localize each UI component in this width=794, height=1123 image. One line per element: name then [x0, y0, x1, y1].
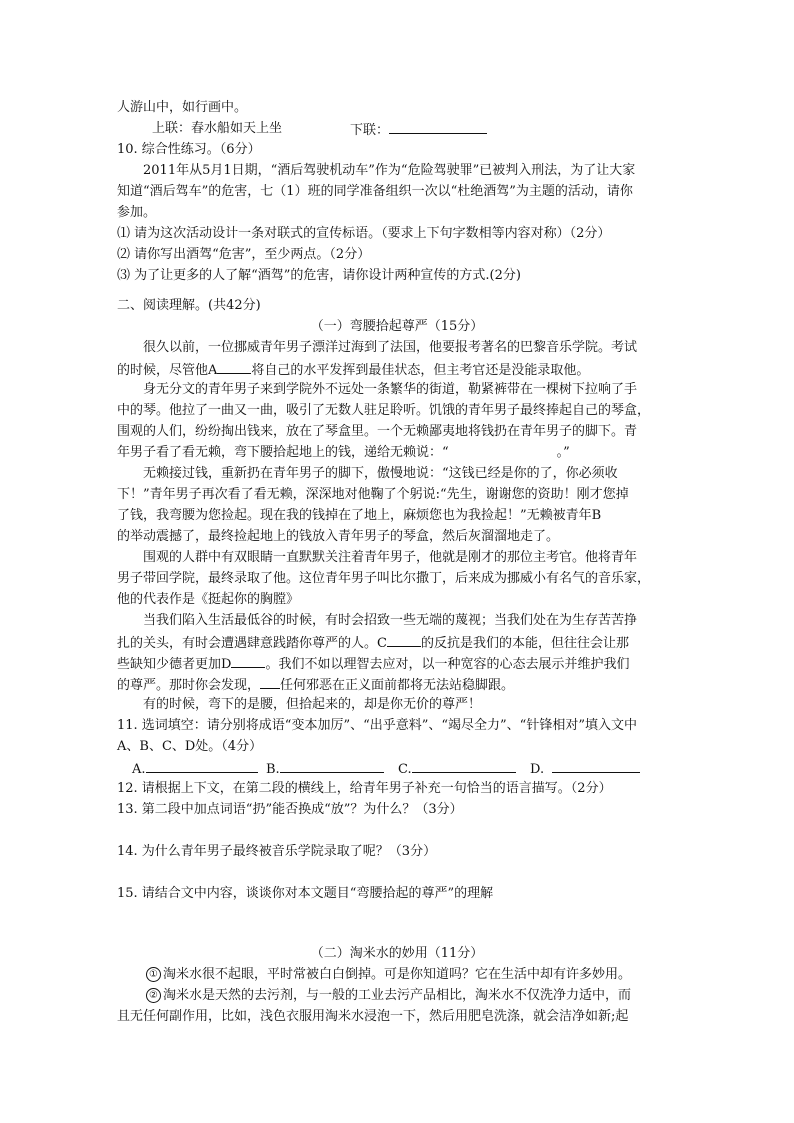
text-span: 将自己的水平发挥到最佳状态，但主考官还是没能录取他。 [251, 363, 590, 378]
poem-line: 人游山中，如行画中。 [117, 100, 248, 115]
article-1-text: 围观的人们，纷纷掏出钱来，放在了琴盒里。一个无赖鄙夷地将钱扔在青年男子的脚下。青 [117, 424, 638, 439]
text-span: 些缺知少德者更加D [117, 657, 232, 672]
couplet-answer-blank[interactable] [389, 119, 487, 134]
article-1-text [117, 674, 514, 694]
q10-sub-1: ⑴ 请为这次活动设计一条对联式的宣传标语。（要求上下句字数相等内容对称）（2分） [117, 226, 611, 241]
question-15: 15. 请结合文中内容，谈谈你对本文题目“弯腰拾起的尊严”的理解 [117, 886, 494, 901]
blank-c[interactable] [387, 632, 421, 647]
article-1-text: 的举动震撼了，最终捡起地上的钱放入青年男子的琴盒，然后灰溜溜地走了。 [117, 529, 560, 544]
text-span: 的反抗是我们的本能，但往往会让那 [420, 636, 629, 651]
question-12: 12. 请根据上下文，在第二段的横线上，给青年男子补充一句恰当的语言描写。（2分） [117, 781, 612, 796]
article-1-text: 男子带回学院，最终录取了他。这位青年男子叫比尔撒丁，后来成为挪威小有名气的音乐家， [117, 571, 651, 586]
option-label: A. [132, 762, 146, 777]
article-2-para-2 [146, 986, 631, 1006]
text-span: 淘米水很不起眼，平时常被白白倒掉。可是你知道吗？它在生活中却有许多妙用。 [163, 967, 632, 982]
para-num: ② [149, 990, 158, 1001]
text-span: 。我们不如以理智去应对，以一种宽容的心态去展示并维护我们 [265, 657, 630, 672]
option-label: D. [530, 762, 545, 777]
text-span: 年男子看了看无赖，弯下腰拾起地上的钱，递给无赖说：“ [117, 445, 449, 460]
article-1-text: 当我们陷入生活最低谷的时候，有时会招致一些无端的蔑视；当我们处在为生存苦苦挣 [143, 613, 638, 628]
q10-text: 参加。 [117, 205, 157, 220]
q10-sub-3: ⑶ 为了让更多的人了解“酒驾”的危害，请你设计两种宣传的方式.(2分) [117, 268, 521, 283]
answer-blank-d[interactable] [552, 758, 640, 773]
q10-text: 知道“酒后驾车”的危害，七（1）班的同学准备组织一次以“杜绝酒驾”为主题的活动，请你 [117, 184, 633, 199]
article-1-text: 有的时候，弯下的是腰，但拾起来的，却是你无价的尊严！ [143, 697, 482, 712]
question-14: 14. 为什么青年男子最终被音乐学院录取了呢？（3分） [117, 844, 437, 859]
couplet-upper: 上联：春水船如天上坐 [152, 121, 283, 136]
article-1-text: 了钱，我弯腰为您捡起。现在我的钱掉在了地上，麻烦您也为我捡起！”无赖被青年B [117, 508, 602, 523]
article-1-text [117, 632, 629, 652]
couplet-lower [350, 119, 487, 139]
article-1-text: 中的琴。他拉了一曲又一曲，吸引了无数人驻足聆听。饥饿的青年男子最终捧起自己的琴盒， [117, 403, 651, 418]
q11-answer-d [530, 758, 640, 778]
blank-a[interactable] [217, 359, 251, 374]
q10-sub-2: ⑵ 请你写出酒驾“危害”，至少两点。（2分） [117, 247, 371, 262]
question-13: 13. 第二段中加点词语“扔”能否换成“放”？为什么？（3分） [117, 802, 463, 817]
paragraph-number-2 [146, 988, 161, 1003]
q11-answer-c [398, 758, 516, 778]
article-1-text: 围观的人群中有双眼睛一直默默关注着青年男子，他就是刚才的那位主考官。他将青年 [143, 550, 638, 565]
paragraph-number-1 [146, 967, 161, 982]
q11-answer-a [132, 758, 258, 778]
q11-answer-b [266, 758, 384, 778]
article-2-title: （二）淘米水的妙用（11分） [310, 946, 484, 961]
text-span: 任何邪恶在正义面前都将无法站稳脚跟。 [280, 678, 515, 693]
section-2-heading: 二、阅读理解。(共42分) [117, 298, 261, 313]
article-1-text: 很久以前，一位挪威青年男子漂洋过海到了法国，他要报考著名的巴黎音乐学院。考试 [143, 340, 638, 355]
blank-e[interactable] [260, 674, 280, 689]
para-num: ① [149, 969, 158, 980]
article-1-text: 下！”青年男子再次看了看无赖，深深地对他鞠了个躬说:“先生，谢谢您的资助！刚才您掉 [117, 487, 629, 502]
answer-blank-a[interactable] [146, 758, 258, 773]
q10-text: 2011年从5月1日期，“酒后驾驶机动车”作为“危险驾驶罪”已被判入刑法，为了让大家 [143, 163, 636, 178]
answer-blank-b[interactable] [280, 758, 384, 773]
blank-d[interactable] [231, 653, 265, 668]
text-span: 。” [556, 445, 570, 460]
answer-blank-c[interactable] [412, 758, 516, 773]
article-2-text: 且无任何副作用，比如，浅色衣服用淘米水浸泡一下，然后用肥皂洗涤，就会洁净如新;起 [117, 1009, 629, 1024]
text-span: 扎的关头，有时会遭遇肆意践踏你尊严的人。C [117, 636, 387, 651]
article-1-text [117, 443, 570, 463]
article-1-text: 无赖接过钱，重新扔在青年男子的脚下，傲慢地说：“这钱已经是你的了，你必须收 [143, 466, 618, 481]
article-1-text: 身无分文的青年男子来到学院外不远处一条繁华的街道，勒紧裤带在一棵树下拉响了手 [143, 382, 638, 397]
option-label: C. [398, 762, 412, 777]
option-label: B. [266, 762, 280, 777]
article-1-title: （一）弯腰拾起尊严（15分） [310, 319, 484, 334]
article-1-text [117, 653, 629, 673]
question-11-cont: A、B、C、D处。（4分） [117, 739, 263, 754]
question-11: 11. 选词填空：请分别将成语“变本加厉”、“出乎意料”、“竭尽全力”、“针锋相对”填入文中 [117, 718, 637, 733]
text-span: 的时候，尽管他A [117, 363, 218, 378]
question-10: 10. 综合性练习。（6分） [117, 142, 261, 157]
article-1-text [117, 359, 589, 379]
couplet-lower-label: 下联： [350, 123, 390, 138]
text-span: 的尊严。那时你会发现， [117, 678, 261, 693]
text-span: 淘米水是天然的去污剂，与一般的工业去污产品相比，淘米水不仅洗净力适中，而 [163, 988, 632, 1003]
article-2-para-1 [146, 965, 631, 985]
article-1-text: 他的代表作是《挺起你的胸膛》 [117, 592, 300, 607]
